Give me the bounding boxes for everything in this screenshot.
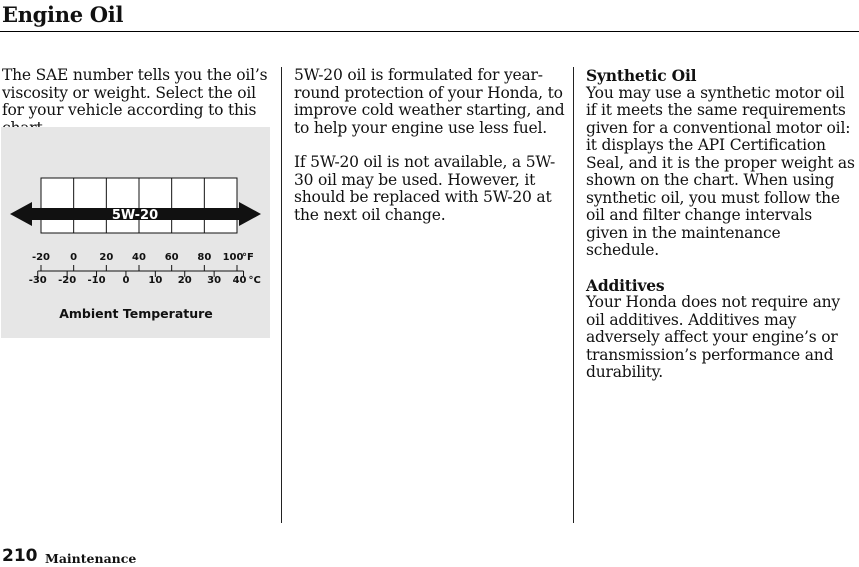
additives-heading: Additives: [586, 275, 665, 295]
celsius-tick-label: -20: [58, 275, 77, 286]
fahrenheit-tick-label: 60: [164, 252, 179, 263]
fahrenheit-tick-label: 40: [132, 252, 146, 263]
chart-axis-label: Ambient Temperature: [59, 306, 213, 321]
column-right: [586, 67, 858, 399]
synthetic-oil-heading: Synthetic Oil: [586, 66, 697, 85]
additives-text: Your Honda does not require any oil additives. Additives may adversely affect your engine’s or transmission’s performance and durability.: [586, 293, 840, 381]
celsius-tick-label: 0: [122, 275, 130, 286]
synthetic-oil-section: [586, 67, 858, 260]
celsius-tick-label: 20: [177, 275, 192, 286]
intro-paragraph: The SAE number tells you the oil’s viscosity or weight. Select the oil for your vehicle according to this: [2, 66, 268, 119]
celsius-tick-label: 10: [148, 275, 163, 286]
celsius-tick-label: -30: [28, 275, 47, 286]
fahrenheit-tick-label: -20: [31, 252, 51, 263]
page-number: 210: [2, 546, 38, 566]
oil-formulation-paragraph: 5W-20 oil is formulated for year-round protection of your Honda, to improve cold weather starting, and to help your engine use less fuel.: [294, 66, 565, 137]
title-rule: [0, 31, 859, 32]
page-title: Engine Oil: [2, 2, 124, 27]
fahrenheit-tick-label: 20: [99, 252, 114, 263]
fahrenheit-tick-label: 0: [70, 252, 78, 263]
fahrenheit-tick-label: 80: [197, 252, 212, 263]
column-divider-2: [573, 67, 574, 523]
additives-section: [586, 277, 858, 382]
column-divider-1: [281, 67, 282, 523]
fahrenheit-unit-label: °F: [242, 252, 254, 263]
celsius-tick-label: 30: [207, 275, 222, 286]
celsius-unit-label: °C: [248, 275, 261, 286]
oil-substitute-paragraph: If 5W-20 oil is not available, a 5W-30 oil may be used. However, it should be replaced with 5W-20 at the next oil change.: [294, 153, 555, 224]
section-label: Maintenance: [45, 551, 137, 566]
synthetic-oil-text: You may use a synthetic motor oil if it meets the same requirements given for a conventional motor oil: it displays the API Certification Seal, and it is the proper weight as shown on the chart. When using synthetic oil, you must follow the oil and filter change intervals given in the maintenance schedule.: [586, 83, 855, 259]
celsius-tick-label: 40: [232, 275, 247, 286]
oil-grade-label: 5W-20: [111, 208, 159, 223]
celsius-tick-label: -10: [87, 275, 106, 286]
chart-svg: [1, 127, 270, 338]
fahrenheit-tick-label: 100: [222, 252, 244, 263]
oil-viscosity-chart: [1, 127, 270, 338]
column-middle: [294, 67, 566, 241]
